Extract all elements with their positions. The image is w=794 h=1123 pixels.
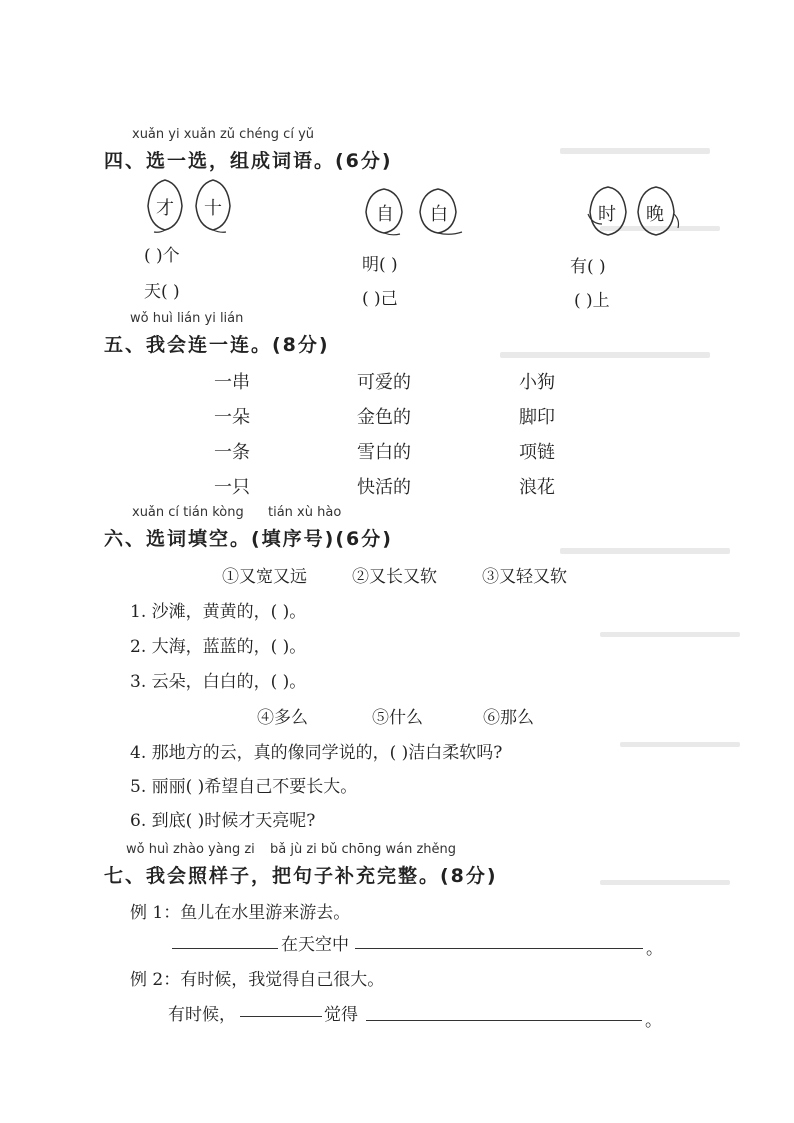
fill-blank-row[interactable]: 明( ) bbox=[362, 255, 398, 275]
match-col3-item[interactable]: 小狗 bbox=[519, 372, 555, 393]
answer-line[interactable] bbox=[355, 948, 643, 949]
sec4-pinyin: xuǎn yi xuǎn zǔ chéng cí yǔ bbox=[132, 127, 315, 142]
fill-blank-row[interactable]: ( )个 bbox=[144, 246, 180, 266]
match-col3-item[interactable]: 脚印 bbox=[519, 407, 555, 428]
match-col2-item[interactable]: 金色的 bbox=[357, 407, 411, 428]
match-col2-item[interactable]: 雪白的 bbox=[357, 442, 411, 463]
fill-item[interactable]: 1. 沙滩，黄黄的，( )。 bbox=[130, 602, 307, 622]
sec5-pinyin: wǒ huì lián yi lián bbox=[130, 311, 244, 326]
answer-line[interactable] bbox=[366, 1020, 642, 1021]
sec7-title: 七、我会照样子，把句子补充完整。(8分) bbox=[104, 865, 498, 887]
answer-line[interactable] bbox=[240, 1016, 322, 1017]
char-option: 白 bbox=[430, 204, 448, 225]
char-option: 自 bbox=[376, 204, 394, 225]
word-option: ②又长又软 bbox=[352, 567, 437, 587]
word-option: ③又轻又软 bbox=[482, 567, 567, 587]
word-option: ⑥那么 bbox=[483, 708, 534, 728]
peach-icon bbox=[358, 186, 470, 238]
period: 。 bbox=[646, 939, 663, 959]
fill-item[interactable]: 2. 大海，蓝蓝的，( )。 bbox=[130, 637, 307, 657]
sec6-pinyin: xuǎn cí tián kòng bbox=[132, 505, 244, 520]
word-option: ④多么 bbox=[257, 708, 308, 728]
char-option: 才 bbox=[156, 198, 174, 219]
match-col2-item[interactable]: 可爱的 bbox=[357, 372, 411, 393]
match-col1-item[interactable]: 一朵 bbox=[214, 407, 250, 428]
match-col2-item[interactable]: 快活的 bbox=[357, 477, 411, 498]
sec4-title: 四、选一选，组成词语。(6分) bbox=[104, 150, 393, 172]
fill-blank-row[interactable]: 天( ) bbox=[144, 282, 180, 302]
fill-item[interactable]: 6. 到底( )时候才天亮呢? bbox=[130, 811, 316, 831]
sec7-pinyin-2: bǎ jù zi bǔ chōng wán zhěng bbox=[270, 842, 457, 857]
period: 。 bbox=[645, 1011, 662, 1031]
sec7-pinyin: wǒ huì zhào yàng zi bbox=[126, 842, 255, 857]
example-1: 例 1：鱼儿在水里游来游去。 bbox=[130, 903, 351, 923]
match-col3-item[interactable]: 浪花 bbox=[519, 477, 555, 498]
word-option: ⑤什么 bbox=[372, 708, 423, 728]
char-option: 十 bbox=[204, 198, 222, 219]
example-2-prompt-b: 觉得 bbox=[324, 1005, 358, 1025]
fill-blank-row[interactable]: ( )己 bbox=[362, 289, 398, 309]
sec6-pinyin-2: tián xù hào bbox=[268, 505, 342, 520]
peach-icon bbox=[140, 176, 240, 234]
fill-item[interactable]: 5. 丽丽( )希望自己不要长大。 bbox=[130, 777, 358, 797]
char-option: 晚 bbox=[646, 204, 664, 225]
sec5-title: 五、我会连一连。(8分) bbox=[104, 334, 330, 356]
example-2: 例 2：有时候，我觉得自己很大。 bbox=[130, 970, 385, 990]
answer-line[interactable] bbox=[172, 948, 278, 949]
sec6-title: 六、选词填空。(填序号)(6分) bbox=[104, 528, 393, 550]
fill-blank-row[interactable]: ( )上 bbox=[574, 291, 610, 311]
match-col1-item[interactable]: 一串 bbox=[214, 372, 250, 393]
example-2-prompt-a: 有时候， bbox=[168, 1005, 236, 1025]
match-col3-item[interactable]: 项链 bbox=[519, 442, 555, 463]
word-option: ①又宽又远 bbox=[222, 567, 307, 587]
match-col1-item[interactable]: 一只 bbox=[214, 477, 250, 498]
fill-item[interactable]: 4. 那地方的云，真的像同学说的，( )洁白柔软吗? bbox=[130, 743, 503, 763]
match-col1-item[interactable]: 一条 bbox=[214, 442, 250, 463]
peach-icon bbox=[580, 184, 686, 240]
fill-item[interactable]: 3. 云朵，白白的，( )。 bbox=[130, 672, 307, 692]
char-option: 时 bbox=[598, 204, 616, 225]
example-1-prompt: 在天空中 bbox=[281, 935, 349, 955]
fill-blank-row[interactable]: 有( ) bbox=[570, 257, 606, 277]
